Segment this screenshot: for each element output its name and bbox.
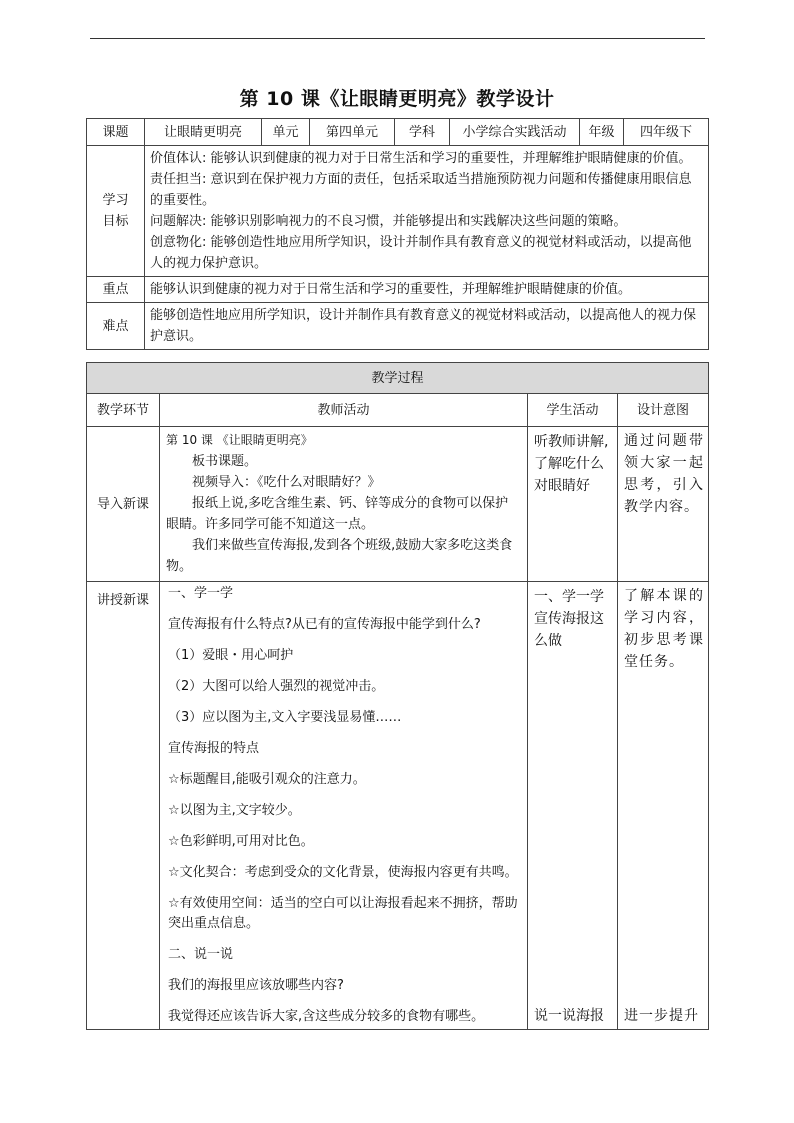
- teacher-line: ☆以图为主,文字较少。: [168, 803, 301, 818]
- intro-student-activity: 听教师讲解,了解吃什么对眼睛好: [528, 427, 618, 582]
- teacher-line: 二、说一说: [168, 947, 234, 962]
- header-rule: [90, 38, 705, 39]
- objectives-label: 学习 目标: [87, 146, 145, 277]
- design-intent-top: 了解本课的学习内容，初步思考课堂任务。: [624, 588, 705, 670]
- teacher-line: 一、学一学: [168, 586, 234, 601]
- teacher-line: 视频导入：《吃什么对眼睛好？》: [192, 475, 381, 490]
- new-lesson-student-activity: [528, 582, 618, 1030]
- info-row: [87, 119, 709, 146]
- teacher-line: （2）大图可以给人强烈的视觉冲击。: [168, 679, 385, 694]
- key-point-text: 能够认识到健康的视力对于日常生活和学习的重要性，并理解维护眼睛健康的价值。: [145, 277, 709, 303]
- student-activity-bottom: 说一说海报: [534, 1008, 604, 1024]
- topic-value: 让眼睛更明亮: [145, 119, 262, 146]
- lesson-heading: 第 10 课 《让眼睛更明亮》: [166, 433, 313, 447]
- key-point-row: [87, 277, 709, 303]
- student-activity-top: 一、学一学宣传海报这么做: [534, 589, 604, 649]
- intro-design-intent: 通过问题带领大家一起思考，引入教学内容。: [618, 427, 709, 582]
- intro-teacher-activity: [160, 427, 528, 582]
- teacher-line: 我们来做些宣传海报,发到各个班级,鼓励大家多吃这类食物。: [166, 538, 513, 574]
- teacher-line: 宣传海报的特点: [168, 741, 260, 756]
- process-header-row: [87, 394, 709, 427]
- grade-value: 四年级下: [624, 119, 709, 146]
- topic-label: 课题: [87, 119, 145, 146]
- teacher-line: 报纸上说,多吃含维生素、钙、锌等成分的食物可以保护眼睛。许多同学可能不知道这一点。: [166, 496, 509, 532]
- unit-value: 第四单元: [310, 119, 395, 146]
- process-heading-row: [87, 363, 709, 394]
- column-header-student: 学生活动: [528, 394, 618, 427]
- new-lesson-design-intent: [618, 582, 709, 1030]
- teacher-line: ☆标题醒目,能吸引观众的注意力。: [168, 772, 366, 787]
- info-table: [86, 118, 709, 350]
- column-header-intent: 设计意图: [618, 394, 709, 427]
- design-intent-bottom: 进一步提升: [624, 1008, 699, 1024]
- teacher-line: 我们的海报里应该放哪些内容?: [168, 978, 344, 993]
- difficult-point-text: 能够创造性地应用所学知识，设计并制作具有教育意义的视觉材料或活动，以提高他人的视力保护意识。: [145, 303, 709, 350]
- key-point-label: 重点: [87, 277, 145, 303]
- new-lesson-teacher-activity: [160, 582, 528, 1030]
- difficult-point-row: [87, 303, 709, 350]
- new-lesson-phase: 讲授新课: [87, 582, 160, 1030]
- subject-label: 学科: [395, 119, 450, 146]
- teacher-line: ☆有效使用空间：适当的空白可以让海报看起来不拥挤，帮助突出重点信息。: [168, 896, 518, 931]
- new-lesson-row: [87, 582, 709, 1030]
- process-table: [86, 362, 709, 1030]
- teacher-line: （1）爱眼・用心呵护: [168, 648, 294, 663]
- page-title: 第 10 课《让眼睛更明亮》教学设计: [239, 88, 555, 110]
- teacher-line: （3）应以图为主,文入字要浅显易懂……: [168, 710, 402, 725]
- teacher-line: ☆色彩鲜明,可用对比色。: [168, 834, 314, 849]
- objective-responsibility: 责任担当: 意识到在保护视力方面的责任，包括采取适当措施预防视力问题和传播健康用眼信息的重要性。: [150, 172, 692, 208]
- intro-phase: 导入新课: [87, 427, 160, 582]
- column-header-phase: 教学环节: [87, 394, 160, 427]
- process-heading: 教学过程: [87, 363, 709, 394]
- teacher-line: ☆文化契合：考虑到受众的文化背景，使海报内容更有共鸣。: [168, 865, 518, 880]
- teacher-line: 我觉得还应该告诉大家,含这些成分较多的食物有哪些。: [168, 1009, 485, 1024]
- unit-label: 单元: [262, 119, 310, 146]
- objectives-text: [145, 146, 709, 277]
- objectives-row: [87, 146, 709, 277]
- teacher-line: 板书课题。: [192, 454, 258, 469]
- teacher-line: 宣传海报有什么特点?从已有的宣传海报中能学到什么?: [168, 617, 481, 632]
- objective-problem-solving: 问题解决: 能够识别影响视力的不良习惯，并能够提出和实践解决这些问题的策略。: [150, 214, 627, 229]
- grade-label: 年级: [580, 119, 624, 146]
- objective-creativity: 创意物化: 能够创造性地应用所学知识，设计并制作具有教育意义的视觉材料或活动，以提高他人的视力保护意识。: [150, 235, 692, 271]
- column-header-teacher: 教师活动: [160, 394, 528, 427]
- difficult-point-label: 难点: [87, 303, 145, 350]
- subject-value: 小学综合实践活动: [450, 119, 580, 146]
- intro-row: [87, 427, 709, 582]
- objective-value: 价值体认: 能够认识到健康的视力对于日常生活和学习的重要性，并理解维护眼睛健康的价值。: [150, 151, 692, 166]
